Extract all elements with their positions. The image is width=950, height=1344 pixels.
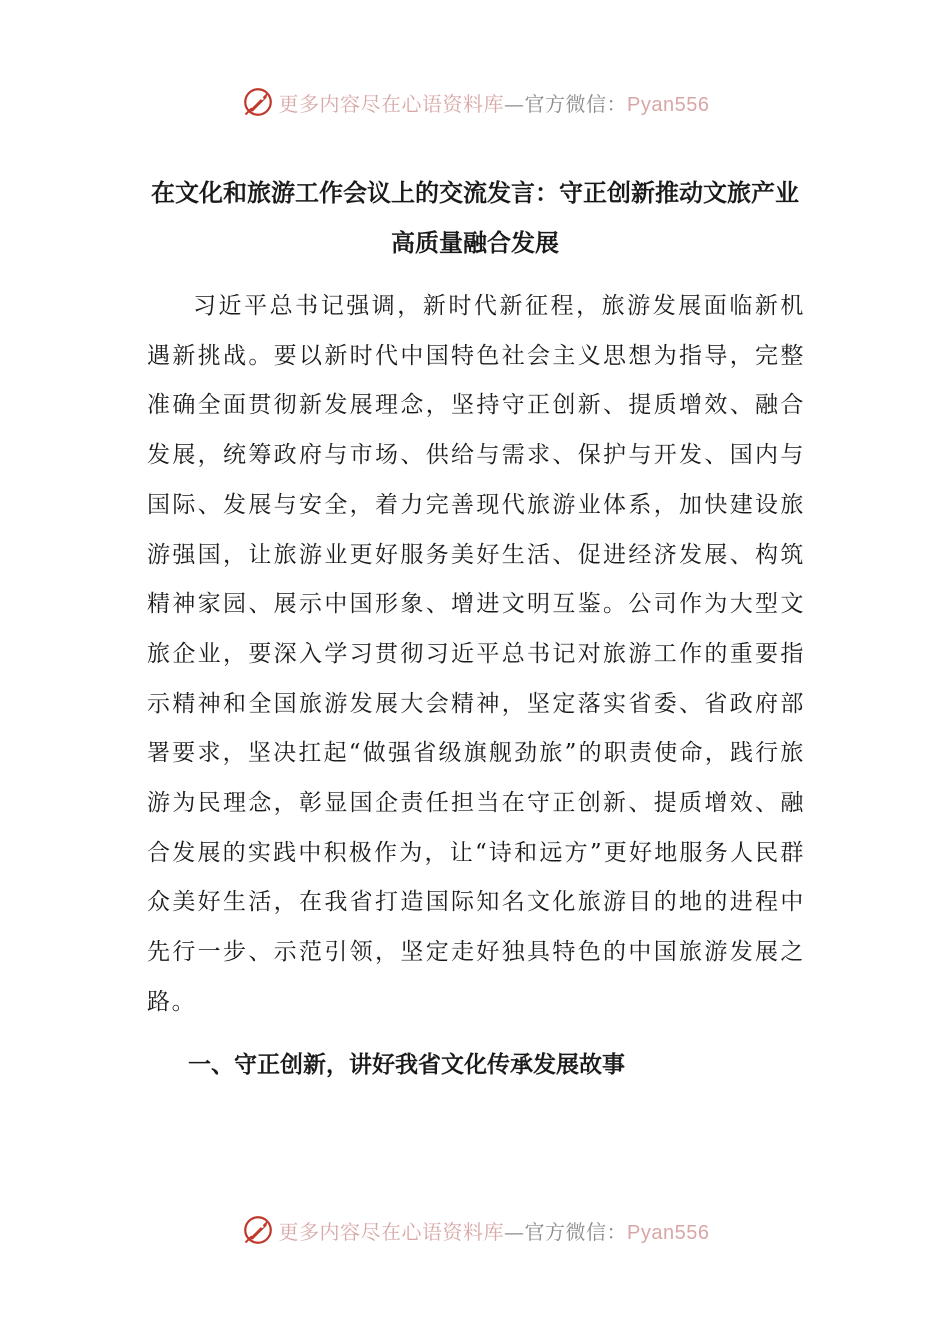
watermark-label: 官方微信： — [524, 91, 628, 116]
watermark-wechat-id: Pyan556 — [627, 1221, 710, 1244]
watermark-text — [279, 1216, 710, 1245]
watermark-main-text: 更多内容尽在心语资料库 — [278, 1219, 505, 1244]
pen-nib-circle-icon — [241, 85, 275, 119]
body-paragraph: 习近平总书记强调，新时代新征程，旅游发展面临新机遇新挑战。要以新时代中国特色社会主义思想为指导，完整准确全面贯彻新发展理念，坚持守正创新、提质增效、融合发展，统筹政府与市场、供给与需求、保护与开发、国内与国际、发展与安全，着力完善现代旅游业体系，加快建设旅游强国，让旅游业更好服务美好生活、促进经济发展、构筑精神家园、展示中国形象、增进文明互鉴。公司作为大型文旅企业，要深入学习贯彻习近平总书记对旅游工作的重要指示精神和全国旅游发展大会精神，坚定落实省委、省政府部署要求，坚决扛起“做强省级旗舰劲旅”的职责使命，践行旅游为民理念，彰显国企责任担当在守正创新、提质增效、融合发展的实践中积极作为，让“诗和远方”更好地服务人民群众美好生活，在我省打造国际知名文化旅游目的地的进程中先行一步、示范引领，坚定走好独具特色的中国旅游发展之路。 — [147, 293, 805, 1015]
footer-watermark — [0, 1208, 950, 1252]
watermark-text — [279, 88, 710, 117]
document-title: 在文化和旅游工作会议上的交流发言：守正创新推动文旅产业高质量融合发展 — [151, 179, 799, 257]
header-watermark — [0, 80, 950, 124]
watermark-wechat-id: Pyan556 — [627, 93, 710, 116]
watermark-main-text: 更多内容尽在心语资料库 — [278, 91, 505, 116]
pen-nib-circle-icon — [241, 1213, 275, 1247]
watermark-dash: — — [504, 91, 525, 116]
watermark-label: 官方微信： — [524, 1219, 628, 1244]
watermark-dash: — — [504, 1219, 525, 1244]
section-heading: 一、守正创新，讲好我省文化传承发展故事 — [188, 1052, 625, 1078]
